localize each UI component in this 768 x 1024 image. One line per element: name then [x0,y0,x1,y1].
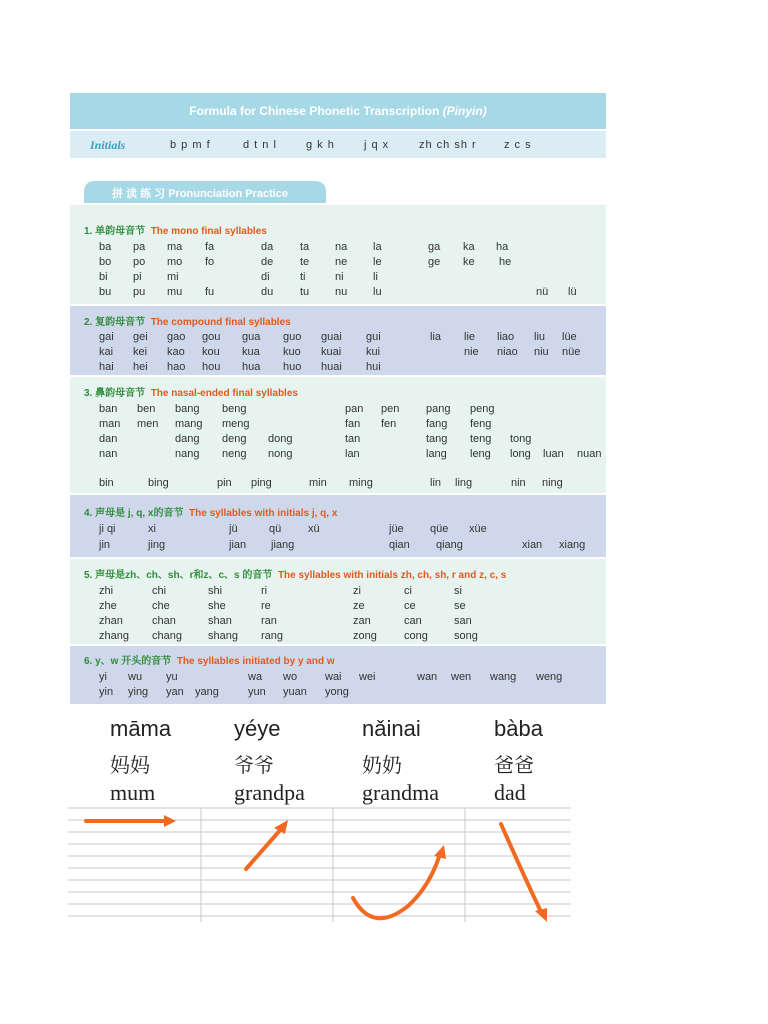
syllable: pi [133,271,142,283]
syllable: xian [522,539,543,551]
word-hanzi: 爸爸 [494,753,534,777]
syllable: guai [321,331,342,343]
syllable: qüe [430,523,449,535]
syllable: wan [417,671,438,683]
syllable: kui [366,346,381,358]
syllable: meng [222,418,250,430]
syllable: jü [229,523,238,535]
syllable: hui [366,361,381,373]
syllable: se [454,600,466,612]
syllable: zhi [99,585,114,597]
syllable: hai [99,361,114,373]
syllable: fu [205,286,215,298]
syllable: hou [202,361,221,373]
syllable: ge [428,256,441,268]
syllable: peng [470,403,495,415]
syllable: lu [373,286,382,298]
syllable: re [261,600,271,612]
syllable: gou [202,331,221,343]
syllable: du [261,286,274,298]
syllable: pan [345,403,364,415]
syllable: gai [99,331,114,343]
syllable: min [309,477,327,489]
syllable: kua [242,346,260,358]
syllable: wei [359,671,376,683]
syllable: wo [283,671,298,683]
syllable: ke [463,256,475,268]
syllable: lüe [562,331,577,343]
syllable: teng [470,433,492,445]
syllable: ce [404,600,416,612]
syllable: yan [166,686,184,698]
syllable: lia [430,331,442,343]
syllable: ban [99,403,118,415]
syllable: xiang [559,539,586,551]
syllable: ran [261,615,277,627]
initials-label: Initials [90,138,126,152]
syllable: jiang [271,539,295,551]
syllable: mi [167,271,179,283]
syllable: jing [148,539,166,551]
page-title [70,93,606,129]
syllable: ti [300,271,306,283]
syllable: long [510,448,531,460]
syllable: san [454,615,472,627]
title-italic: (Pinyin) [442,104,487,118]
syllable: ze [353,600,365,612]
initials-group: g k h [306,139,335,151]
syllable: tang [426,433,448,445]
syllable: mang [175,418,203,430]
syllable: qiang [436,539,463,551]
tone-writing-grid [68,806,573,924]
word-hanzi: 奶奶 [362,753,402,777]
syllable: hei [133,361,148,373]
syllable: bin [99,477,114,489]
syllable: pa [133,241,146,253]
syllable: gao [167,331,186,343]
syllable: hao [167,361,186,373]
syllable: ma [167,241,183,253]
syllable: tu [300,286,310,298]
syllable: chi [152,585,167,597]
syllable: di [261,271,270,283]
syllable: ning [542,477,563,489]
syllable: lan [345,448,360,460]
syllable: mo [167,256,183,268]
syllable: beng [222,403,247,415]
syllable: ji qi [99,523,116,535]
syllable: liu [534,331,546,343]
syllable: neng [222,448,247,460]
syllable: yang [195,686,219,698]
syllable: ni [335,271,344,283]
syllable: qian [389,539,410,551]
syllable: jüe [389,523,404,535]
syllable: lü [568,286,577,298]
syllable: nie [464,346,479,358]
word-hanzi: 妈妈 [110,753,150,777]
word-english: grandma [362,780,439,805]
syllable: ying [128,686,149,698]
syllable: deng [222,433,247,445]
syllable: zong [353,630,377,642]
syllable: pang [426,403,451,415]
syllable: leng [470,448,491,460]
syllable: ne [335,256,348,268]
syllable: yi [99,671,107,683]
syllable: wu [128,671,143,683]
syllable: ben [137,403,156,415]
syllable: yu [166,671,178,683]
syllable: ta [300,241,310,253]
syllable: ci [404,585,412,597]
arrowhead [164,815,176,827]
section-heading: 6. y、w 开头的音节 The syllables initiated by y and w [84,656,335,667]
syllable: na [335,241,348,253]
section-heading: 4. 声母是 j, q, x的音节 The syllables with initials j, q, x [84,508,338,519]
syllable: weng [536,671,563,683]
syllable: fa [205,241,215,253]
syllable: jin [99,539,111,551]
syllable: mu [167,286,183,298]
syllable: ling [455,477,473,489]
syllable: man [99,418,121,430]
syllable: po [133,256,146,268]
syllable: fang [426,418,448,430]
syllable: shi [208,585,223,597]
syllable: pu [133,286,146,298]
syllable: jian [229,539,247,551]
syllable: yuan [283,686,307,698]
syllable: men [137,418,159,430]
title-text: Formula for Chinese Phonetic Transcription [189,104,440,118]
syllable: fan [345,418,361,430]
section-heading: 5. 声母是zh、ch、sh、r和z、c、s 的音节 The syllables with initials zh, ch, sh, r and z, c, s [84,570,507,581]
syllable: bu [99,286,112,298]
syllable: tong [510,433,532,445]
syllable: xi [148,523,156,535]
syllable: she [208,600,226,612]
syllable: zhang [99,630,129,642]
syllable: chan [152,615,176,627]
syllable: la [373,241,382,253]
initials-group: b p m f [170,139,211,151]
syllable: nan [99,448,118,460]
syllable: fen [381,418,397,430]
syllable: pin [217,477,232,489]
initials-group: j q x [364,139,390,151]
syllable: hua [242,361,261,373]
syllable: shang [208,630,238,642]
syllable: nü [536,286,549,298]
syllable: wa [248,671,263,683]
syllable: ri [261,585,268,597]
word-hanzi: 爷爷 [234,753,274,777]
syllable: kuo [283,346,301,358]
syllable: chang [152,630,182,642]
syllable: gei [133,331,148,343]
syllable: he [499,256,512,268]
syllable: ha [496,241,509,253]
syllable: zi [353,585,361,597]
syllable: ba [99,241,112,253]
initials-group: z c s [504,139,532,151]
syllable: nong [268,448,293,460]
syllable: kou [202,346,220,358]
syllable: yin [99,686,114,698]
syllable: gua [242,331,261,343]
second-tone-arrow [246,828,282,869]
syllable: kei [133,346,148,358]
syllable: xüe [469,523,487,535]
syllable: huo [283,361,302,373]
syllable: huai [321,361,342,373]
syllable: qü [269,523,282,535]
syllable: wai [325,671,342,683]
syllable: bang [175,403,200,415]
syllable: zhan [99,615,123,627]
syllable: kuai [321,346,342,358]
fourth-tone-arrow [501,824,542,914]
syllable: da [261,241,274,253]
syllable: rang [261,630,284,642]
arrowhead [434,845,446,859]
syllable: dong [268,433,293,445]
word-pinyin: nǎinai [362,716,421,741]
syllable: cong [404,630,428,642]
syllable: liao [497,331,515,343]
syllable: li [373,271,378,283]
practice-label: 拼 读 练 习 Pronunciation Practice [112,188,289,200]
syllable: le [373,256,382,268]
syllable: nuan [577,448,602,460]
syllable: song [454,630,478,642]
syllable: can [404,615,422,627]
syllable: gui [366,331,381,343]
syllable: luan [543,448,564,460]
syllable: ping [251,477,272,489]
syllable: yong [325,686,349,698]
syllable: lang [426,448,447,460]
syllable: niu [534,346,549,358]
syllable: dan [99,433,118,445]
syllable: kai [99,346,114,358]
syllable: lie [464,331,476,343]
syllable: de [261,256,274,268]
syllable: xü [308,523,320,535]
syllable: pen [381,403,400,415]
syllable: niao [497,346,518,358]
syllable: feng [470,418,492,430]
syllable: si [454,585,462,597]
syllable: zan [353,615,371,627]
section-heading: 3. 鼻韵母音节 The nasal-ended final syllables [84,388,298,399]
syllable: te [300,256,310,268]
syllable: nüe [562,346,581,358]
syllable: tan [345,433,361,445]
word-english: dad [494,780,526,805]
syllable: nang [175,448,200,460]
syllable: wang [490,671,517,683]
syllable: guo [283,331,302,343]
initials-group: d t n l [243,139,277,151]
syllable: shan [208,615,232,627]
syllable: bi [99,271,108,283]
syllable: ga [428,241,441,253]
section-heading: 1. 单韵母音节 The mono final syllables [84,226,267,237]
syllable: bing [148,477,169,489]
syllable: zhe [99,600,117,612]
section-heading: 2. 复韵母音节 The compound final syllables [84,317,291,328]
syllable: ka [463,241,475,253]
syllable: fo [205,256,215,268]
third-tone-arrow [353,854,440,918]
initials-group: zh ch sh r [419,139,477,151]
syllable: ming [349,477,373,489]
word-english: grandpa [234,780,305,805]
syllable: kao [167,346,185,358]
word-pinyin: yéye [234,716,281,741]
syllable: yun [248,686,266,698]
word-pinyin: bàba [494,716,543,741]
word-pinyin: māma [110,716,172,741]
syllable: che [152,600,170,612]
syllable: nu [335,286,348,298]
syllable: nin [511,477,526,489]
syllable: bo [99,256,112,268]
grid-lines [68,808,571,922]
syllable: wen [451,671,472,683]
arrowhead [535,908,547,922]
word-english: mum [110,780,156,805]
syllable: dang [175,433,200,445]
syllable: lin [430,477,442,489]
